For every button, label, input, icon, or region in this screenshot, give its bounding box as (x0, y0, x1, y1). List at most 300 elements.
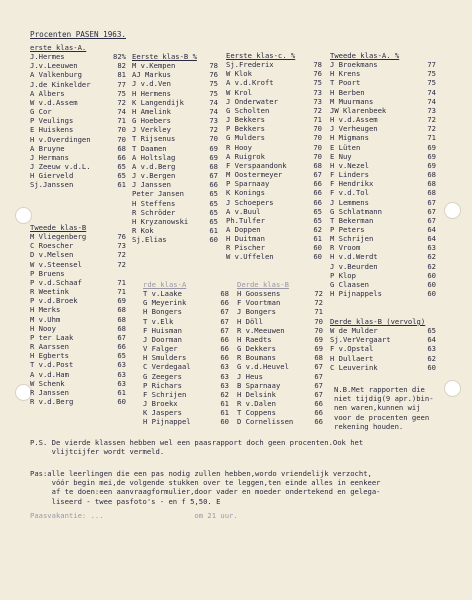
student-name: R Kok (132, 225, 154, 235)
student-row (132, 89, 218, 98)
student-percentage: 71 (117, 116, 126, 126)
student-name: A Holtslag (132, 152, 176, 162)
student-percentage: 74 (427, 87, 436, 97)
student-percentage: 71 (313, 115, 322, 125)
student-name: A v.Buul (226, 206, 261, 216)
student-row (30, 379, 126, 388)
student-percentage: 65 (117, 171, 126, 181)
student-row (226, 188, 322, 197)
student-name: H Hermens (132, 88, 171, 98)
class-list-3b-continued (330, 317, 436, 372)
student-percentage: 82% (113, 52, 126, 62)
student-percentage: 63 (427, 243, 436, 253)
student-percentage: 60 (427, 289, 436, 299)
class-rows (30, 232, 126, 406)
student-name: F Voortman (237, 298, 281, 308)
student-percentage: 66 (209, 180, 218, 190)
student-row (330, 60, 436, 69)
student-percentage: 67 (220, 325, 229, 335)
student-name: W v.d.Assem (30, 97, 78, 107)
student-row (226, 179, 322, 188)
student-percentage: 71 (427, 133, 436, 143)
student-row (30, 52, 126, 61)
student-percentage: 68 (427, 179, 436, 189)
class-list-2b (30, 223, 126, 406)
student-row (30, 153, 126, 162)
ps-note: P.S. De vierde klassen hebben wel een paasrapport doch geen procenten.Ook het vlijtcijfer wordt vermeld. (30, 438, 364, 457)
student-row (330, 69, 436, 78)
student-percentage: 61 (117, 180, 126, 190)
student-row (30, 116, 126, 125)
student-row (30, 61, 126, 70)
student-name: T v.d.Post (30, 360, 74, 370)
student-percentage: 74 (209, 106, 218, 116)
student-name: C Verdegaal (143, 362, 191, 372)
student-name: J.Hermes (30, 52, 65, 62)
student-name: W Klok (226, 69, 252, 79)
class-header: Tweede klas-B (30, 223, 87, 232)
student-percentage: 61 (220, 408, 229, 418)
student-row (30, 144, 126, 153)
student-percentage: 78 (209, 61, 218, 71)
student-row (330, 115, 436, 124)
student-row (226, 198, 322, 207)
student-percentage: 60 (427, 270, 436, 280)
student-name: G Mulders (226, 133, 265, 143)
student-row (132, 217, 218, 226)
student-percentage: 68 (209, 161, 218, 171)
student-name: H Egberts (30, 351, 69, 361)
student-row (330, 335, 436, 344)
student-name: W Schenk (30, 378, 65, 388)
student-percentage: 65 (209, 189, 218, 199)
student-name: Sj.Frederix (226, 60, 274, 70)
student-name: H Döll (237, 316, 263, 326)
student-name: R Aarssen (30, 342, 69, 352)
student-row (330, 88, 436, 97)
student-row (30, 278, 126, 287)
student-name: T Rijsenus (132, 134, 176, 144)
student-name: JW Klarenbeek (330, 105, 387, 115)
student-row (30, 241, 126, 250)
student-name: R Hooy (226, 142, 252, 152)
document-title: Procenten PASEN 1963. (30, 30, 127, 39)
student-row (132, 235, 218, 244)
student-row (330, 354, 436, 363)
student-row (132, 125, 218, 134)
student-row (30, 351, 126, 360)
student-row (143, 317, 229, 326)
student-row (237, 372, 323, 381)
student-name: H Migmans (330, 133, 369, 143)
student-percentage: 60 (427, 362, 436, 372)
student-name: J Heus (237, 371, 263, 381)
student-row (143, 362, 229, 371)
student-percentage: 72 (314, 289, 323, 299)
student-row (330, 170, 436, 179)
passport-note: Pas:alle leerlingen die een pas nodig zullen hebben,wordo vriendelijk verzocht, vóór begin mei,de volgende stukken over te leggen,ten einde alles in eenkeer af te doen:een aanvraagformulier,door vader en moeder ondertekend en gelega- liseerd - twee pasfoto's - en f 5,50. E (30, 469, 381, 506)
student-name: G Zeegers (143, 371, 182, 381)
student-row (30, 315, 126, 324)
student-name: F Huisman (143, 325, 182, 335)
student-row (226, 97, 322, 106)
student-name: Peter Jansen (132, 189, 184, 199)
student-percentage: 68 (220, 289, 229, 299)
student-row (226, 88, 322, 97)
student-percentage: 65 (313, 206, 322, 216)
student-percentage: 68 (313, 160, 322, 170)
student-name: R v.d.Berg (30, 396, 74, 406)
student-name: R v.Meeuwen (237, 325, 285, 335)
student-row (330, 207, 436, 216)
student-percentage: 68 (427, 188, 436, 198)
student-percentage: 61 (313, 234, 322, 244)
student-name: T Coppens (237, 408, 276, 418)
student-row (132, 144, 218, 153)
student-name: H Goossens (237, 289, 281, 299)
class-rows (226, 60, 322, 261)
student-name: J Zeeuw v.d.L. (30, 162, 91, 172)
student-name: H v.Nezel (330, 160, 369, 170)
student-row (132, 180, 218, 189)
student-name: AJ Markus (132, 70, 171, 80)
student-row (237, 307, 323, 316)
student-name: F Hendrikx (330, 179, 374, 189)
student-row (143, 344, 229, 353)
student-percentage: 67 (220, 307, 229, 317)
student-percentage: 66 (220, 344, 229, 354)
student-name: H v.d.Werdt (330, 252, 378, 262)
student-row (226, 216, 322, 225)
class-header: Eerste klas-c. % (226, 51, 296, 60)
student-row (330, 198, 436, 207)
student-percentage: 69 (427, 151, 436, 161)
student-percentage: 66 (117, 342, 126, 352)
student-row (237, 417, 323, 426)
student-row (330, 363, 436, 372)
student-row (30, 388, 126, 397)
student-row (330, 124, 436, 133)
student-name: B Sparnaay (237, 380, 281, 390)
student-row (143, 372, 229, 381)
student-name: Sj.Elias (132, 235, 167, 245)
student-name: K Langendijk (132, 97, 184, 107)
class-list-1c (226, 51, 322, 262)
class-header: Eerste klas-B % (132, 52, 197, 61)
student-name: D v.Melsen (30, 250, 74, 260)
student-name: M Muurmans (330, 96, 374, 106)
student-name: C Roescher (30, 241, 74, 251)
student-percentage: 67 (314, 371, 323, 381)
student-percentage: 67 (314, 380, 323, 390)
student-percentage: 76 (209, 70, 218, 80)
student-row (226, 143, 322, 152)
student-row (143, 390, 229, 399)
student-row (330, 234, 436, 243)
student-name: J v.Bergen (132, 171, 176, 181)
student-percentage: 66 (314, 408, 323, 418)
student-row (330, 252, 436, 261)
student-name: H Raedts (237, 334, 272, 344)
student-percentage: 72 (313, 105, 322, 115)
student-row (143, 417, 229, 426)
class-rows (330, 60, 436, 298)
student-row (30, 370, 126, 379)
student-row (132, 153, 218, 162)
student-name: R Vroom (330, 243, 361, 253)
student-name: R Pischer (226, 243, 265, 253)
student-percentage: 65 (313, 215, 322, 225)
student-row (330, 188, 436, 197)
student-row (30, 333, 126, 342)
student-percentage: 71 (117, 277, 126, 287)
student-percentage: 75 (117, 88, 126, 98)
student-percentage: 81 (117, 70, 126, 80)
student-name: J.v.Leeuwen (30, 61, 78, 71)
student-percentage: 70 (313, 151, 322, 161)
student-percentage: 63 (220, 371, 229, 381)
student-row (143, 326, 229, 335)
student-row (30, 107, 126, 116)
student-row (132, 208, 218, 217)
student-percentage: 70 (117, 125, 126, 135)
student-percentage: 70 (313, 133, 322, 143)
student-row (237, 390, 323, 399)
punch-hole (444, 202, 461, 219)
student-name: P Klop (330, 270, 356, 280)
student-row (237, 381, 323, 390)
student-name: E Nuy (330, 151, 352, 161)
student-name: Ph.Tulfer (226, 215, 265, 225)
student-name: H Kryzanowski (132, 216, 189, 226)
student-percentage: 72 (117, 259, 126, 269)
student-row (30, 180, 126, 189)
student-name: J Doorman (143, 334, 182, 344)
student-percentage: 60 (220, 417, 229, 427)
student-name: J Janssen (132, 180, 171, 190)
student-name: A Albers (30, 88, 65, 98)
student-percentage: 62 (427, 353, 436, 363)
student-percentage: 70 (314, 325, 323, 335)
student-name: A v.d.Ham (30, 369, 69, 379)
class-rows (330, 326, 436, 372)
student-row (143, 353, 229, 362)
student-row (226, 252, 322, 261)
student-name: A Doppen (226, 224, 261, 234)
student-percentage: 77 (427, 60, 436, 70)
student-row (330, 78, 436, 87)
student-name: H Pijnappels (330, 289, 382, 299)
student-row (30, 324, 126, 333)
student-row (30, 342, 126, 351)
student-row (330, 216, 436, 225)
student-percentage: 75 (427, 78, 436, 88)
student-percentage: 66 (314, 399, 323, 409)
student-percentage: 65 (117, 351, 126, 361)
student-percentage: 66 (313, 179, 322, 189)
student-name: T v.Elk (143, 316, 174, 326)
class-list-2a (330, 51, 436, 298)
student-percentage: 78 (313, 60, 322, 70)
student-row (132, 162, 218, 171)
student-row (330, 97, 436, 106)
student-row (226, 106, 322, 115)
student-percentage: 74 (117, 107, 126, 117)
student-percentage: 75 (209, 79, 218, 89)
student-row (30, 125, 126, 134)
class-header: Tweede klas-A. % (330, 51, 400, 60)
student-percentage (124, 269, 126, 278)
student-percentage: 71 (314, 307, 323, 317)
student-percentage: 65 (117, 162, 126, 172)
student-percentage: 75 (209, 88, 218, 98)
student-percentage: 60 (209, 235, 218, 245)
student-row (132, 199, 218, 208)
student-name: H v.Overdingen (30, 134, 91, 144)
student-row (132, 171, 218, 180)
student-percentage: 60 (313, 243, 322, 253)
student-name: G Meyerink (143, 298, 187, 308)
student-row (30, 80, 126, 89)
student-name: W de Mulder (330, 326, 378, 336)
student-percentage: 70 (313, 142, 322, 152)
student-name: H Dullaert (330, 353, 374, 363)
student-name: P Sparnaay (226, 179, 270, 189)
student-row (237, 326, 323, 335)
student-percentage: 68 (314, 353, 323, 363)
student-row (226, 124, 322, 133)
student-percentage: 68 (117, 323, 126, 333)
student-name: G Hoebers (132, 116, 171, 126)
student-row (330, 143, 436, 152)
student-percentage: 61 (209, 225, 218, 235)
student-percentage: 69 (117, 296, 126, 306)
punch-hole (15, 207, 32, 224)
class-header: Derde klas-B (237, 280, 289, 289)
student-percentage: 77 (117, 79, 126, 89)
student-row (143, 408, 229, 417)
student-name: P Richars (143, 380, 182, 390)
student-name: T v.Laake (143, 289, 182, 299)
student-row (226, 161, 322, 170)
student-name: V Falger (143, 344, 178, 354)
student-row (226, 133, 322, 142)
student-percentage: 70 (209, 134, 218, 144)
student-name: E Huiskens (30, 125, 74, 135)
student-name: J Verheugen (330, 124, 378, 134)
student-row (330, 152, 436, 161)
student-name: M v.Uhm (30, 314, 61, 324)
student-percentage: 60 (427, 279, 436, 289)
student-percentage: 75 (313, 78, 322, 88)
student-percentage: 66 (314, 417, 323, 427)
student-name: J Bekkers (226, 115, 265, 125)
student-row (132, 189, 218, 198)
student-percentage: 67 (209, 171, 218, 181)
student-name: J Schoepers (226, 197, 274, 207)
student-name: M Schrijen (330, 234, 374, 244)
student-percentage: 74 (427, 96, 436, 106)
student-percentage: 66 (313, 188, 322, 198)
student-name: K Jaspers (143, 408, 182, 418)
student-row (132, 70, 218, 79)
student-name: G Claasen (330, 279, 369, 289)
student-row (30, 260, 126, 269)
student-percentage: 63 (220, 362, 229, 372)
student-percentage: 72 (209, 125, 218, 135)
student-name: R Boumans (237, 353, 276, 363)
student-row (143, 307, 229, 316)
student-row (237, 362, 323, 371)
student-name: H Amelink (132, 106, 171, 116)
class-header: Derde klas-B (vervolg) (330, 317, 426, 326)
student-percentage: 63 (117, 360, 126, 370)
student-row (330, 243, 436, 252)
vacation-note: Paasvakantie: ... om 21 uur. (30, 511, 238, 520)
student-name: T Poort (330, 78, 361, 88)
student-row (226, 115, 322, 124)
student-name: P Bruens (30, 268, 65, 278)
student-row (30, 287, 126, 296)
student-row (237, 289, 323, 298)
student-percentage: 73 (117, 241, 126, 251)
student-name: M v.Kempen (132, 61, 176, 71)
student-row (143, 298, 229, 307)
student-percentage: 64 (427, 224, 436, 234)
student-percentage: 67 (314, 389, 323, 399)
student-row (226, 69, 322, 78)
student-row (132, 98, 218, 107)
student-row (132, 226, 218, 235)
student-name: F v.Opstal (330, 344, 374, 354)
student-percentage: 62 (427, 261, 436, 271)
student-percentage: 64 (427, 234, 436, 244)
student-percentage: 65 (209, 207, 218, 217)
student-percentage: 71 (117, 287, 126, 297)
student-name: A Bruyne (30, 143, 65, 153)
student-percentage: 67 (220, 316, 229, 326)
student-name: P ter Laak (30, 332, 74, 342)
student-name: P Bekkers (226, 124, 265, 134)
student-name: Sj.Janssen (30, 180, 74, 190)
student-row (330, 179, 436, 188)
student-name: C Leuverink (330, 362, 378, 372)
student-name: P Peters (330, 224, 365, 234)
student-row (30, 162, 126, 171)
class-header: rde klas-A (143, 280, 187, 289)
student-row (143, 335, 229, 344)
student-name: P v.d.Schaaf (30, 277, 82, 287)
student-name: D Cornelissen (237, 417, 294, 427)
student-name: J Broekmans (330, 60, 378, 70)
student-name: H Nooy (30, 323, 56, 333)
student-row (226, 152, 322, 161)
student-name: H Steffens (132, 198, 176, 208)
student-percentage: 65 (427, 326, 436, 336)
student-percentage: 63 (117, 378, 126, 388)
student-row (226, 225, 322, 234)
student-row (330, 106, 436, 115)
student-row (226, 78, 322, 87)
student-row (30, 250, 126, 259)
class-header: erste klas-A. (30, 43, 87, 52)
student-percentage: 69 (314, 344, 323, 354)
student-percentage: 66 (117, 152, 126, 162)
student-name: R v.Dalen (237, 399, 276, 409)
student-percentage: 64 (427, 335, 436, 345)
student-row (330, 225, 436, 234)
student-row (132, 79, 218, 88)
